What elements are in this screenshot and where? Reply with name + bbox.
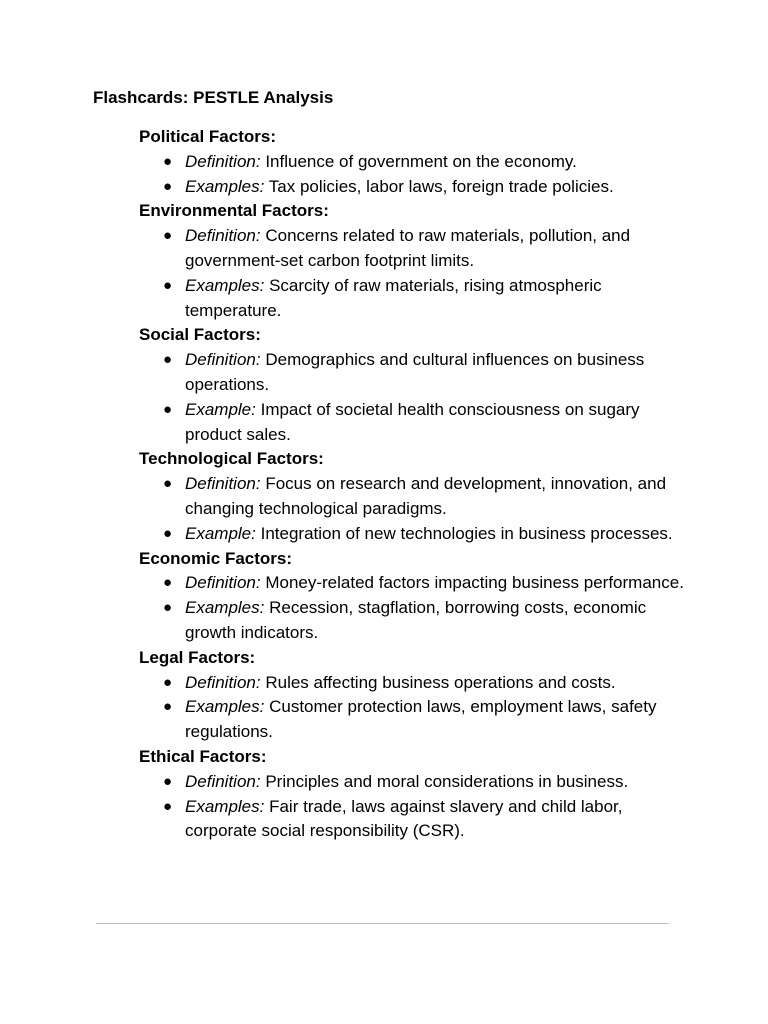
item-label: Definition: [185, 771, 261, 791]
item-text: Influence of government on the economy. [260, 151, 577, 171]
bullet-icon: ● [163, 475, 173, 493]
section-political [139, 125, 699, 199]
section-heading: Technological Factors: [139, 449, 324, 469]
section-heading: Economic Factors: [139, 548, 293, 568]
item-label: Definition: [185, 151, 261, 171]
item-label: Examples: [185, 275, 265, 295]
item-label: Definition: [185, 350, 261, 370]
list-item [139, 175, 699, 200]
item-text: Recession, stagflation, borrowing costs, economic growth indicators. [185, 598, 647, 642]
bullet-icon: ● [163, 772, 173, 790]
item-label: Example: [185, 399, 256, 419]
item-text: Principles and moral considerations in business. [260, 771, 629, 791]
section-item-list [139, 224, 699, 323]
section-item-list [139, 671, 699, 745]
item-label: Examples: [185, 796, 265, 816]
bullet-icon: ● [163, 400, 173, 418]
section-social [139, 323, 699, 447]
item-text: Tax policies, labor laws, foreign trade policies. [264, 176, 614, 196]
bullet-icon: ● [163, 797, 173, 815]
item-text: Concerns related to raw materials, pollution, and government-set carbon footprint limits. [185, 226, 631, 270]
item-label: Example: [185, 523, 256, 543]
list-item [139, 671, 699, 696]
list-item [139, 695, 699, 745]
bullet-icon: ● [163, 599, 173, 617]
section-heading: Legal Factors: [139, 647, 256, 667]
item-text: Focus on research and development, innovation, and changing technological paradigms. [185, 474, 667, 518]
section-technological [139, 447, 699, 546]
flashcard-sections [139, 125, 699, 844]
bullet-icon: ● [163, 698, 173, 716]
list-item [139, 274, 699, 324]
list-item [139, 472, 699, 522]
bullet-icon: ● [163, 574, 173, 592]
bullet-icon: ● [163, 227, 173, 245]
bullet-icon: ● [163, 276, 173, 294]
section-environmental [139, 199, 699, 323]
bullet-icon: ● [163, 524, 173, 542]
item-label: Definition: [185, 573, 261, 593]
item-text: Customer protection laws, employment laws, safety regulations. [185, 697, 657, 742]
item-text: Rules affecting business operations and costs. [260, 672, 616, 692]
section-heading: Environmental Factors: [139, 201, 329, 221]
list-item [139, 522, 699, 547]
list-item [139, 398, 699, 448]
item-text: Fair trade, laws against slavery and child labor, corporate social responsibility (CSR). [185, 796, 623, 841]
section-item-list [139, 770, 699, 844]
item-label: Examples: [185, 598, 265, 618]
item-text: Money-related factors impacting business performance. [260, 573, 684, 593]
list-item [139, 770, 699, 795]
item-label: Definition: [185, 474, 261, 494]
list-item [139, 224, 699, 274]
list-item [139, 596, 699, 646]
item-label: Examples: [185, 176, 265, 196]
list-item [139, 795, 699, 845]
section-heading: Political Factors: [139, 127, 276, 146]
bullet-icon: ● [163, 177, 173, 195]
bullet-icon: ● [163, 152, 173, 170]
section-ethical [139, 745, 699, 844]
list-item [139, 571, 699, 596]
item-text: Integration of new technologies in business processes. [255, 523, 673, 543]
section-item-list [139, 150, 699, 200]
page-title: Flashcards: PESTLE Analysis [93, 88, 334, 107]
list-item [139, 348, 699, 398]
item-label: Examples: [185, 697, 265, 717]
item-text: Impact of societal health consciousness on sugary product sales. [185, 399, 640, 444]
item-text: Scarcity of raw materials, rising atmospheric temperature. [185, 275, 602, 320]
item-label: Definition: [185, 672, 261, 692]
section-item-list [139, 348, 699, 447]
section-item-list [139, 571, 699, 645]
item-label: Definition: [185, 226, 261, 246]
item-text: Demographics and cultural influences on business operations. [185, 350, 645, 394]
section-economic [139, 547, 699, 646]
footer-divider [96, 923, 669, 924]
section-heading: Social Factors: [139, 325, 261, 345]
bullet-icon: ● [163, 351, 173, 369]
section-item-list [139, 472, 699, 546]
section-heading: Ethical Factors: [139, 746, 267, 766]
bullet-icon: ● [163, 673, 173, 691]
section-legal [139, 646, 699, 745]
list-item [139, 150, 699, 175]
